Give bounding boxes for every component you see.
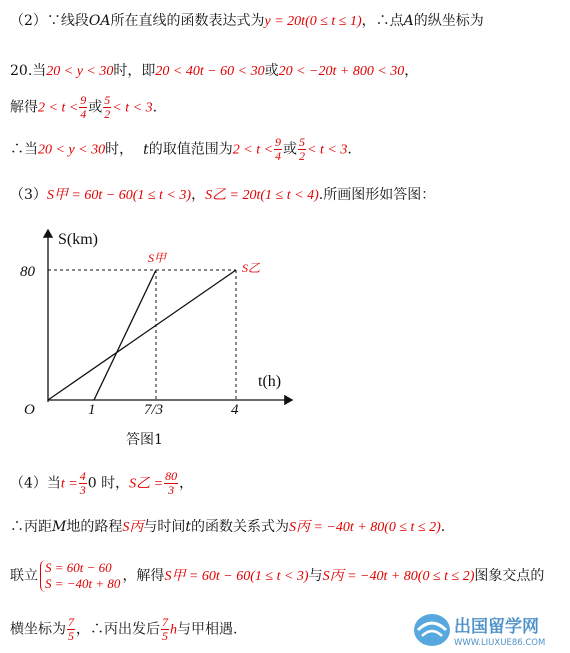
- p4-line-1: （4）当t = $\frac{4}{3}$ 0 时，S乙 = $\frac{80}{3}$ ，: [10, 469, 194, 497]
- answer-graph: [0, 222, 300, 427]
- label-s-yi: S乙: [242, 261, 261, 275]
- logo-icon: [414, 614, 450, 646]
- logo-title: 出国留学网: [454, 617, 539, 637]
- p4-line-4: 横坐标为 $\frac{7}{5}$ ，∴丙出发后 $\frac{7}{5}$ h与甲相遇.: [10, 615, 238, 643]
- p2-line-2: 20.当20 < y < 30时，即20 < 40t − 60 < 30或20 < −20t + 800 < 30，: [10, 63, 419, 79]
- p3-line: （3）S甲 = 60t − 60(1 ≤ t < 3)，S乙 = 20t(1 ≤ t < 4).所画图形如答图：: [10, 187, 436, 203]
- formula-oa: y = 20t(0 ≤ t ≤ 1): [264, 14, 362, 29]
- y-axis-label: S(km): [58, 231, 98, 248]
- graph-caption: 答图1: [126, 432, 163, 448]
- x-tick-7-3: 7/3: [144, 402, 164, 418]
- fraction: $\frac{9}{4}$: [275, 135, 282, 163]
- fraction: $\frac{5}{2}$: [104, 93, 111, 121]
- fraction: $\frac{80}{3}$: [165, 469, 178, 497]
- label-s-jia: S甲: [148, 251, 167, 265]
- p2-line-3: 解得2 < t < $\frac{9}{4}$ 或 $\frac{5}{2}$ < t < 3.: [10, 93, 158, 121]
- p4-line-3: 联立 S = 60t − 60 S = −40t + 80 ，解得S甲 = 60t − 60(1 ≤ t < 3)与S丙 = −40t + 80(0 ≤ t ≤ 2)图象交点的: [10, 560, 545, 591]
- fraction: $\frac{5}{2}$: [299, 135, 306, 163]
- p4-line-2: ∴丙距M地的路程S丙与时间t的函数关系式为S丙 = −40t + 80(0 ≤ t ≤ 2).: [10, 519, 446, 535]
- fraction: $\frac{9}{4}$: [80, 93, 87, 121]
- line-jia: [94, 270, 156, 400]
- y-tick-80: 80: [20, 264, 35, 280]
- x-tick-4: 4: [231, 402, 239, 418]
- equation-system: S = 60t − 60 S = −40t + 80: [40, 560, 120, 592]
- logo-url: WWW.LIUXUE86.COM: [454, 638, 546, 648]
- fraction: $\frac{7}{5}$: [68, 615, 74, 643]
- x-axis-label: t(h): [258, 373, 282, 390]
- x-tick-1: 1: [88, 402, 96, 418]
- watermark-logo: [410, 608, 568, 650]
- p2-line-4: ∴当20 < y < 30时， t的取值范围为2 < t < $\frac{9}{4}$ 或 $\frac{5}{2}$ < t < 3.: [10, 135, 352, 163]
- fraction: $\frac{7}{5}$: [162, 615, 168, 643]
- fraction: $\frac{4}{3}$: [79, 469, 86, 497]
- origin-label: O: [24, 402, 35, 418]
- p2-line-1: （2）∵线段OA所在直线的函数表达式为y = 20t(0 ≤ t ≤ 1)，∴点A的纵坐标为: [10, 13, 484, 29]
- line-yi: [48, 270, 236, 400]
